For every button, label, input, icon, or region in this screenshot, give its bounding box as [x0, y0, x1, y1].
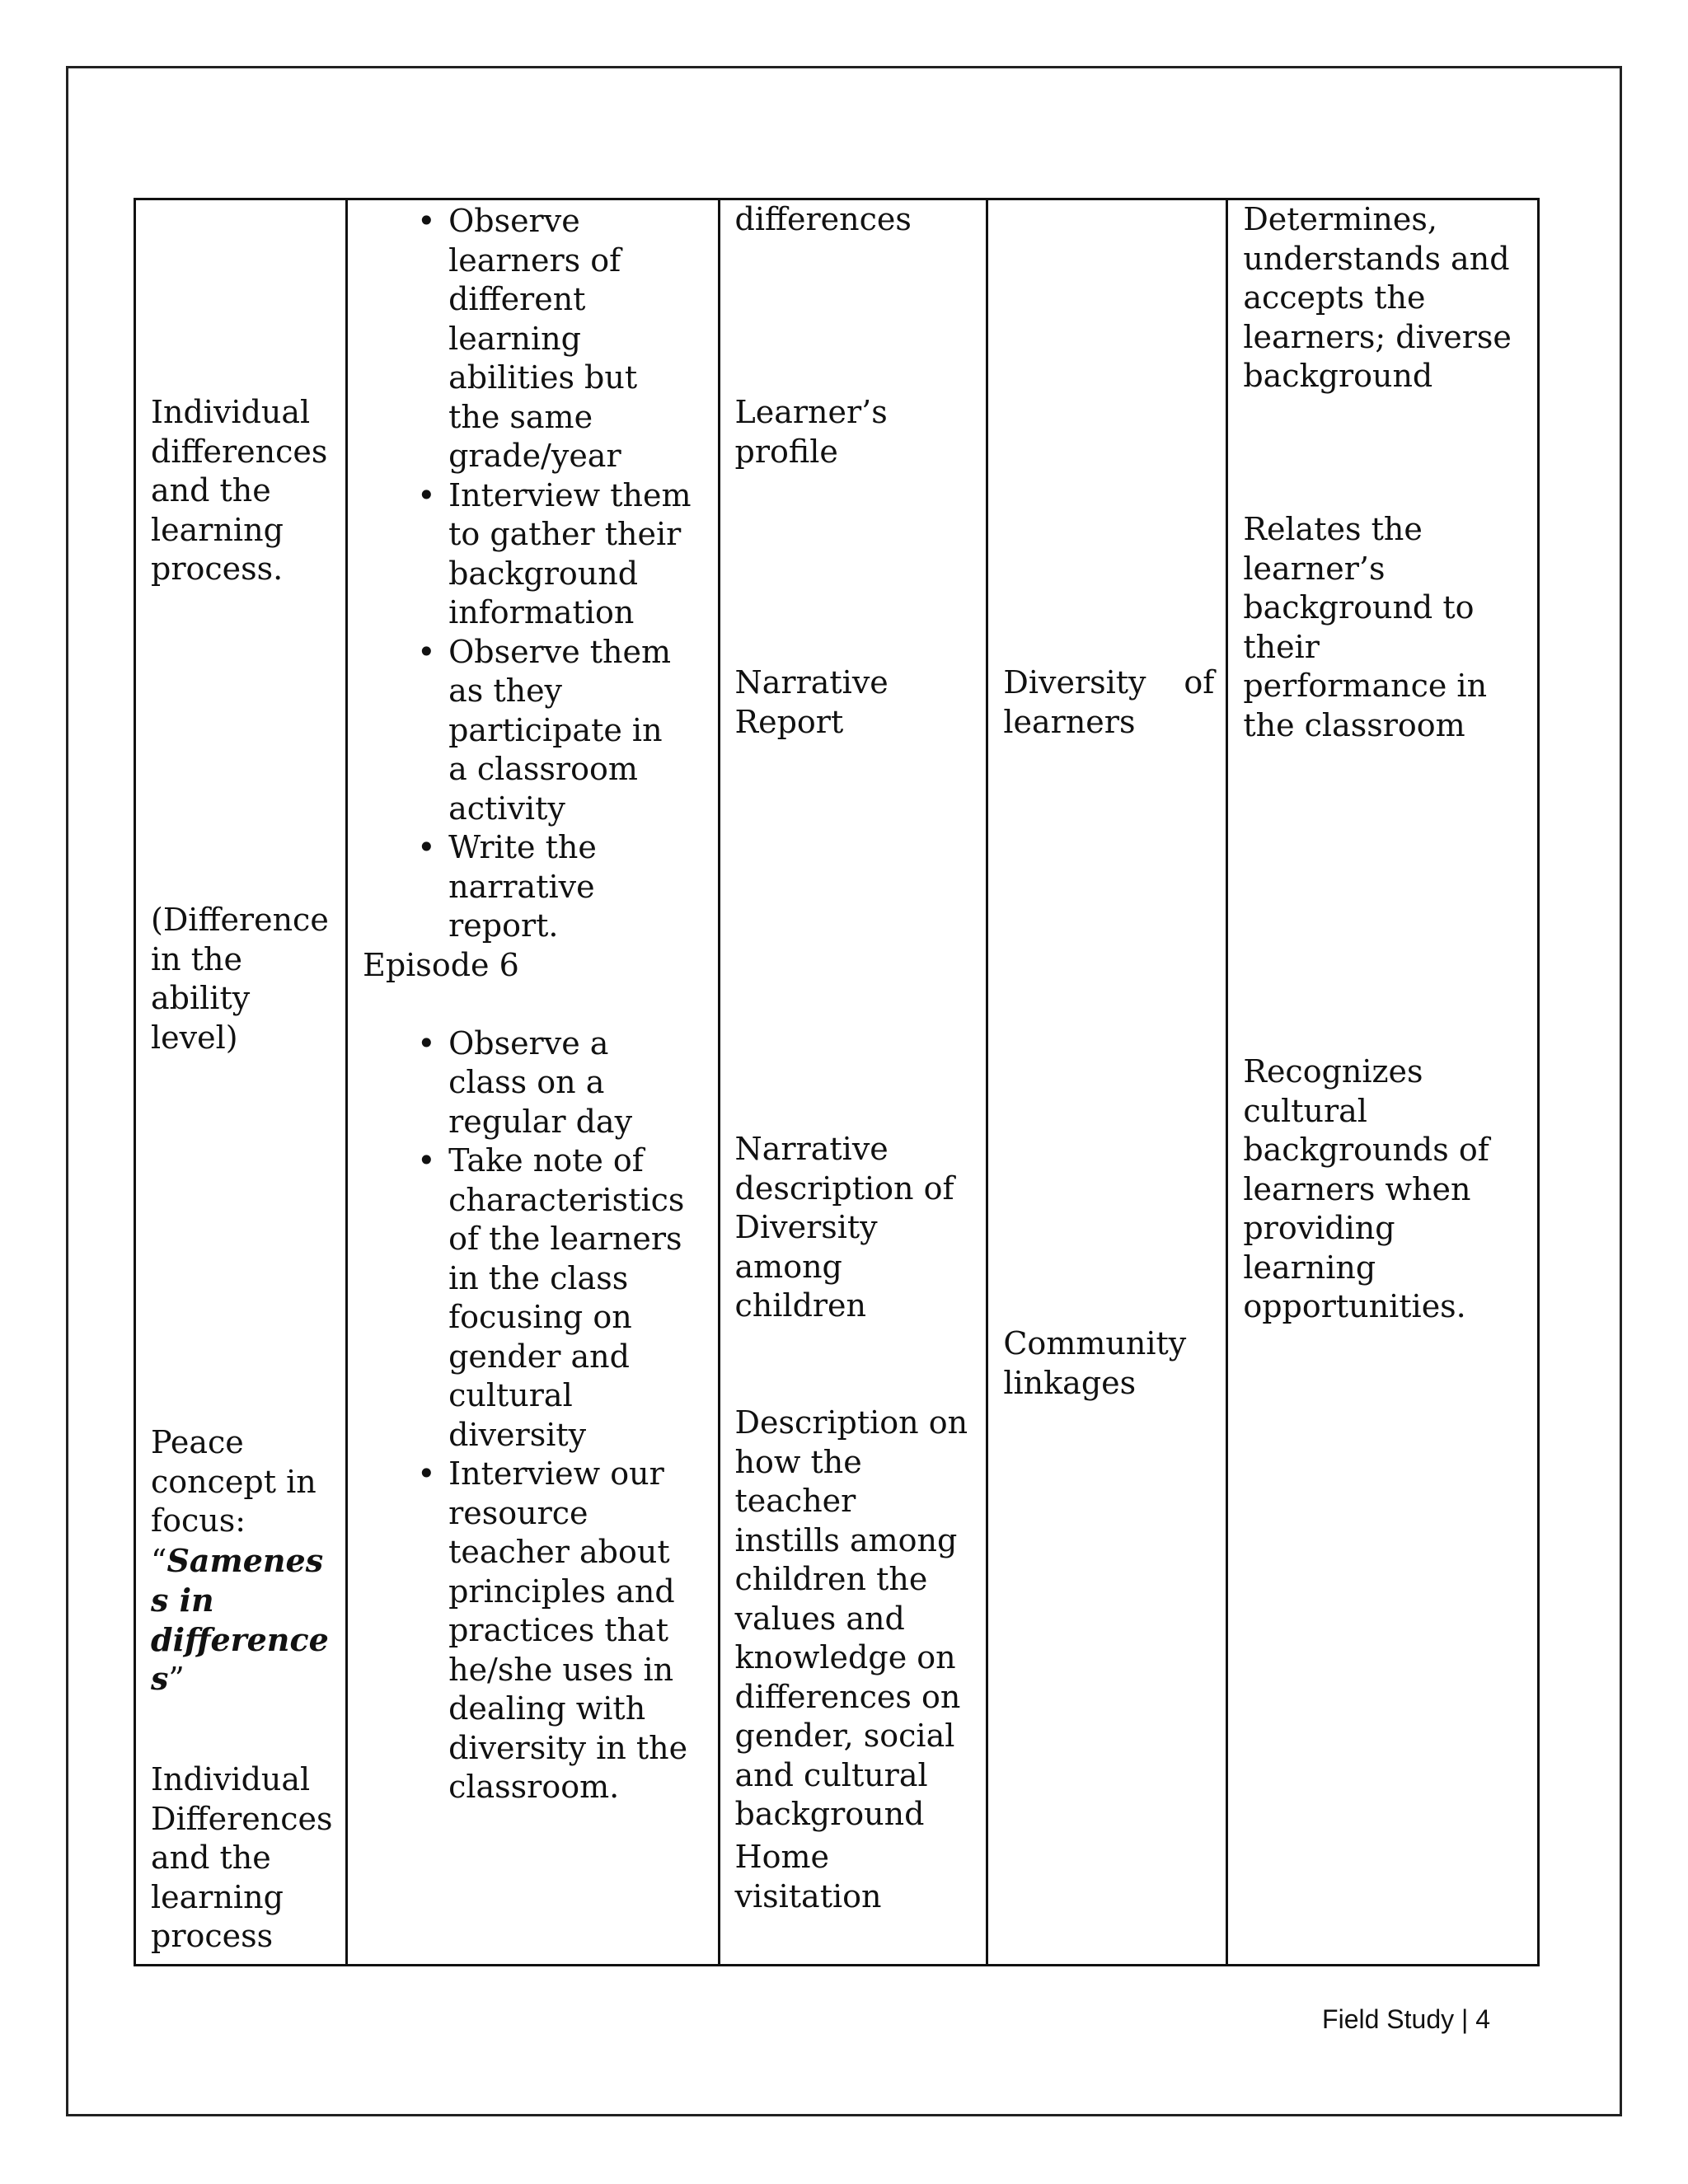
- text-line: teacher about: [448, 1534, 670, 1570]
- text-line: focus:: [151, 1502, 246, 1539]
- text-line: Individual: [151, 394, 311, 430]
- text-line: children the: [734, 1561, 928, 1597]
- activity-list-a: [363, 202, 707, 946]
- text-line: description of: [734, 1169, 954, 1207]
- column-topic: [136, 200, 348, 1964]
- text-line: • Observe a: [448, 1024, 609, 1062]
- text-line: as they: [448, 673, 563, 709]
- list-item: [363, 1024, 707, 1142]
- text-line: gender and: [448, 1338, 630, 1375]
- text-line: cultural: [1243, 1092, 1367, 1129]
- competency-determines: [1243, 200, 1529, 396]
- text-line: Narrative: [734, 664, 889, 701]
- text-line: understands and: [1243, 240, 1510, 277]
- text-line: providing: [1243, 1210, 1395, 1246]
- text-line: in the class: [448, 1259, 629, 1296]
- text-line: • Take note of: [448, 1142, 644, 1179]
- text-line: among: [734, 1248, 842, 1285]
- topic-individual-differences: [151, 393, 337, 589]
- competency-relates: [1243, 510, 1529, 745]
- text-line: learners of: [448, 241, 621, 279]
- text-line: of the learners: [448, 1221, 682, 1257]
- activity-list-b: [363, 1024, 707, 1807]
- text-line: Peace: [151, 1424, 244, 1460]
- text-line: • Write the: [448, 829, 597, 865]
- text-line: Home: [734, 1839, 830, 1875]
- text-line: diversity: [448, 1416, 587, 1453]
- text-line: • Observe: [448, 203, 580, 239]
- text-line: their: [1243, 628, 1320, 665]
- text-line: • Interview them: [448, 476, 692, 513]
- competency-recognizes: [1243, 1052, 1529, 1327]
- output-differences: [735, 200, 978, 240]
- column-domain: [988, 200, 1228, 1964]
- text-line: concept in: [151, 1463, 316, 1500]
- text-line: background: [734, 1796, 925, 1832]
- text-line: and the: [151, 1840, 271, 1876]
- text-line: background: [1243, 358, 1433, 394]
- text-line: Individual: [151, 1761, 311, 1797]
- text-line: background: [448, 555, 639, 592]
- text-line: [1003, 663, 1214, 703]
- open-quote: “: [151, 1542, 167, 1579]
- text-line: diversity in the: [448, 1729, 688, 1766]
- text-line: cultural: [448, 1377, 573, 1413]
- text-line: Community: [1003, 1325, 1187, 1361]
- text-line: process.: [151, 551, 284, 587]
- text-line: backgrounds of: [1243, 1132, 1489, 1168]
- text-line: Diversity: [734, 1209, 878, 1245]
- text-line: process: [151, 1918, 274, 1954]
- text-line: linkages: [1003, 1364, 1137, 1401]
- output-narrative-report: [735, 663, 978, 742]
- text-line: and cultural: [734, 1756, 928, 1793]
- text-line: abilities but: [448, 359, 638, 396]
- text-line: to gather their: [448, 516, 682, 552]
- text-line: opportunities.: [1243, 1288, 1466, 1324]
- text-line: accepts the: [1243, 279, 1426, 316]
- output-teacher-description: [735, 1404, 978, 1835]
- output-home-visitation: [735, 1838, 978, 1916]
- text-line: how the: [734, 1443, 862, 1480]
- text-line: a classroom: [448, 751, 638, 787]
- text-line: grade/year: [448, 438, 621, 474]
- text-line: Description on: [734, 1404, 968, 1441]
- domain-diversity: [1003, 663, 1214, 742]
- emphasis-line: [151, 1541, 337, 1582]
- list-item: [363, 476, 707, 633]
- text-line: learners: [1003, 703, 1136, 740]
- text-line: class on a: [448, 1064, 605, 1100]
- column-competencies: [1228, 200, 1537, 1964]
- text-line: ability: [151, 980, 251, 1016]
- text-line: report.: [448, 907, 559, 944]
- subtopic-ability-level: [151, 901, 337, 1057]
- text-line: gender, social: [734, 1718, 955, 1754]
- text-line: and the: [151, 472, 271, 509]
- text-line: Learner’s: [734, 394, 888, 430]
- column-activities: [348, 200, 720, 1964]
- text-line: • Interview our: [448, 1455, 664, 1492]
- text-line: Differences: [151, 1800, 333, 1837]
- text-line: performance in: [1243, 668, 1488, 704]
- text-line: the same: [448, 398, 593, 435]
- text-line: differences: [734, 201, 912, 237]
- text-line: learning: [1243, 1249, 1376, 1286]
- text-line: learning: [448, 320, 581, 357]
- text-line: resource: [448, 1494, 588, 1531]
- output-narrative-description: [735, 1130, 978, 1326]
- page-footer: Field Study | 4: [1322, 2004, 1490, 2034]
- word: Diversity: [1003, 664, 1146, 701]
- list-item: [363, 202, 707, 476]
- text-line: in the: [151, 940, 242, 977]
- text-line: level): [151, 1019, 238, 1056]
- text-line: Narrative: [734, 1131, 889, 1167]
- text-line: (Difference: [151, 902, 329, 938]
- text-line: regular day: [448, 1103, 633, 1140]
- emphasis-text: s: [151, 1660, 169, 1697]
- domain-community: [1003, 1324, 1217, 1403]
- text-line: the classroom: [1243, 706, 1465, 743]
- list-item: [363, 633, 707, 829]
- emphasis-line: [151, 1659, 337, 1699]
- text-line: information: [448, 594, 635, 630]
- text-line: dealing with: [448, 1690, 646, 1727]
- list-item: [363, 1455, 707, 1807]
- close-quote: ”: [168, 1661, 185, 1697]
- text-line: characteristics: [448, 1181, 685, 1218]
- text-line: differences: [151, 433, 328, 470]
- text-line: teacher: [734, 1483, 856, 1519]
- topic-individual-differences-2: [151, 1760, 337, 1957]
- emphasis-text: s in: [151, 1582, 214, 1619]
- text-line: participate in: [448, 711, 663, 748]
- text-line: children: [734, 1287, 867, 1324]
- text-line: learning: [151, 511, 284, 548]
- text-line: different: [448, 281, 586, 317]
- emphasis-text: difference: [151, 1620, 329, 1658]
- text-line: Determines,: [1243, 201, 1437, 237]
- text-line: • Observe them: [448, 633, 672, 670]
- text-line: learners; diverse: [1243, 318, 1512, 355]
- text-line: profile: [734, 433, 838, 470]
- text-line: knowledge on: [734, 1639, 956, 1675]
- text-line: learner’s: [1243, 550, 1386, 587]
- episode-label: Episode 6: [363, 946, 519, 983]
- peace-concept: [151, 1423, 337, 1699]
- text-line: classroom.: [448, 1769, 620, 1805]
- list-item: [363, 1141, 707, 1455]
- text-line: learning: [151, 1878, 284, 1915]
- list-item: [363, 828, 707, 946]
- text-line: principles and: [448, 1572, 675, 1610]
- emphasis-text: Samenes: [166, 1541, 324, 1579]
- column-outputs: [720, 200, 989, 1964]
- activities-block: [363, 202, 707, 1807]
- spacer: [363, 985, 707, 1024]
- text-line: Relates the: [1243, 511, 1423, 547]
- text-line: differences on: [734, 1678, 961, 1715]
- text-line: he/she uses in: [448, 1651, 674, 1688]
- output-learner-profile: [735, 393, 978, 471]
- word: of: [1184, 664, 1215, 701]
- text-line: instills among: [734, 1521, 958, 1558]
- text-line: Report: [734, 703, 844, 740]
- text-line: learners when: [1243, 1170, 1471, 1207]
- text-line: practices that: [448, 1612, 668, 1648]
- text-line: visitation: [734, 1877, 882, 1915]
- field-study-table: [134, 198, 1540, 1966]
- text-line: values and: [734, 1600, 905, 1637]
- text-line: Recognizes: [1243, 1053, 1423, 1090]
- text-line: background to: [1243, 589, 1475, 626]
- text-line: activity: [448, 790, 565, 827]
- text-line: focusing on: [448, 1299, 632, 1335]
- text-line: narrative: [448, 868, 595, 905]
